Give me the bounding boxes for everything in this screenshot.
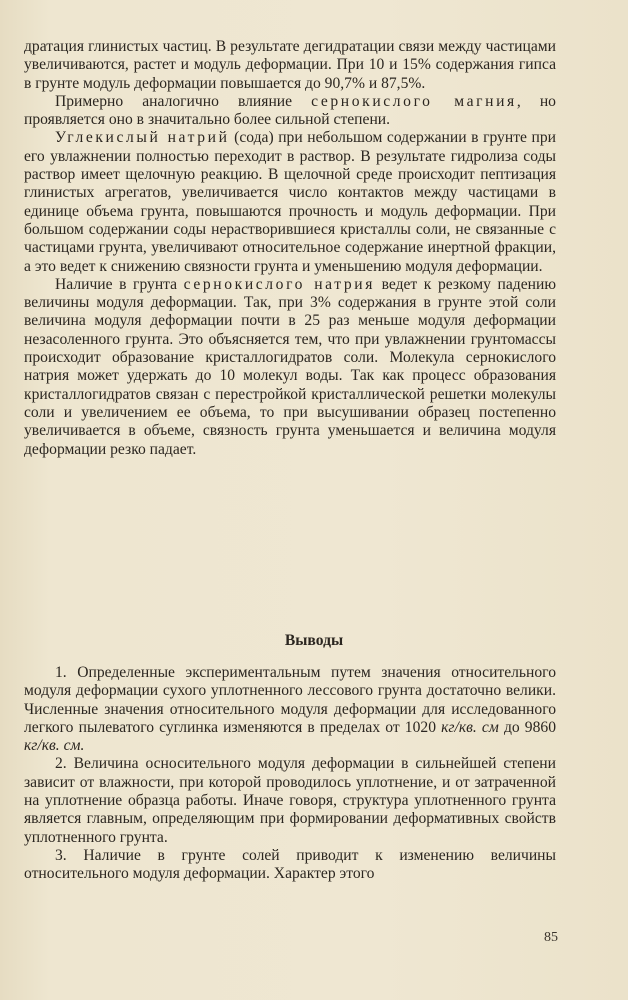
- paragraph-magnesium-end: , но проявляется оно в значитально более сильной степени.: [24, 92, 556, 129]
- paragraph-magnesium-start: Примерно аналогично влияние: [55, 92, 312, 110]
- sodium-sulfate-term: сернокислого натрия: [183, 275, 376, 293]
- paragraph-soda: [24, 129, 556, 275]
- paragraph-sodium-sulfate-start: Наличие в грунта: [55, 275, 184, 293]
- paragraph-soda-text: (сода) при небольшом содержании в грунте при его увлажнении полностью переходит в раствор. В результате гидролиза соды раствор имеет щелочную реакцию. В щелочной среде происходит пептизация глинистых агрегатов, увеличивается число контактов между частицами в единице объема грунта, повышаются прочность и модуль деформации. При большом содержании соды нерастворившиеся кристаллы соли, не связанные с частицами грунта, увеличивают относительное содержание инертной фракции, а это ведет к снижению связности грунта и уменьшению модуля деформации.: [24, 129, 556, 275]
- page-number: 85: [544, 930, 558, 945]
- unit-label: кг/кв. см: [441, 718, 499, 736]
- paragraph-gypsum-text: дратация глинистых частиц. В результате дегидратации связи между частицами увеличиваются, растет и модуль деформации. При 10 и 15% содержания гипса в грунте модуль деформации повышается до 90,7% и 87,5%.: [24, 38, 556, 92]
- paragraph-sodium-sulfate: [24, 276, 556, 459]
- paragraph-gypsum: [24, 38, 556, 93]
- paragraph-magnesium: [24, 93, 556, 130]
- section-heading: Выводы: [284, 632, 344, 649]
- unit-label: кг/кв. см.: [24, 737, 85, 755]
- conclusion-item-2: 2. Величина осносительного модуля деформации в сильнейшей степени зависит от влажности, при которой проводилось уплотнение, и от затраченной на уплотнение образца работы. Иначе говоря, структура уплотненного грунта является главным, определяющим при формировании деформативных свойств уплотненного грунта.: [24, 755, 556, 846]
- conclusion-item-1-text: 1. Определенные экспериментальным путем значения относительного модуля деформации сухого уплотненного лессового грунта достаточно велики. Численные значения относительного модуля деформации для исследованного легкого пылеватого суглинка изменяются в пределах от 1020: [24, 664, 556, 736]
- conclusion-item-3: 3. Наличие в грунте солей приводит к изменению величины относительного модуля деформации. Характер этого: [24, 846, 556, 883]
- conclusions-list: [24, 664, 556, 884]
- magnesium-sulfate-term: сернокислого магния: [311, 92, 517, 110]
- conclusion-item-1: [24, 664, 556, 755]
- sodium-carbonate-term: Углекислый натрий: [55, 129, 230, 147]
- body-text: [24, 38, 556, 459]
- paragraph-sodium-sulfate-text: ведет к резкому падению величины модуля деформации. Так, при 3% содержания в грунте этой соли величина модуля деформации почти в 25 раз меньше модуля деформации незасоленного грунта. Это объясняется тем, что при увлажнении грунтомассы происходит образование кристаллогидратов соли. Молекула сернокислого натрия может удержать до 10 молекул воды. Так как процесс образования кристаллогидратов связан с перестройкой кристаллической решетки молекулы соли и увеличением ее объема, то при высушивании образец постепенно увеличивается в объеме, связность грунта уменьшается и величина модуля деформации резко падает.: [24, 275, 556, 458]
- conclusion-item-1-mid: до 9860: [498, 718, 556, 736]
